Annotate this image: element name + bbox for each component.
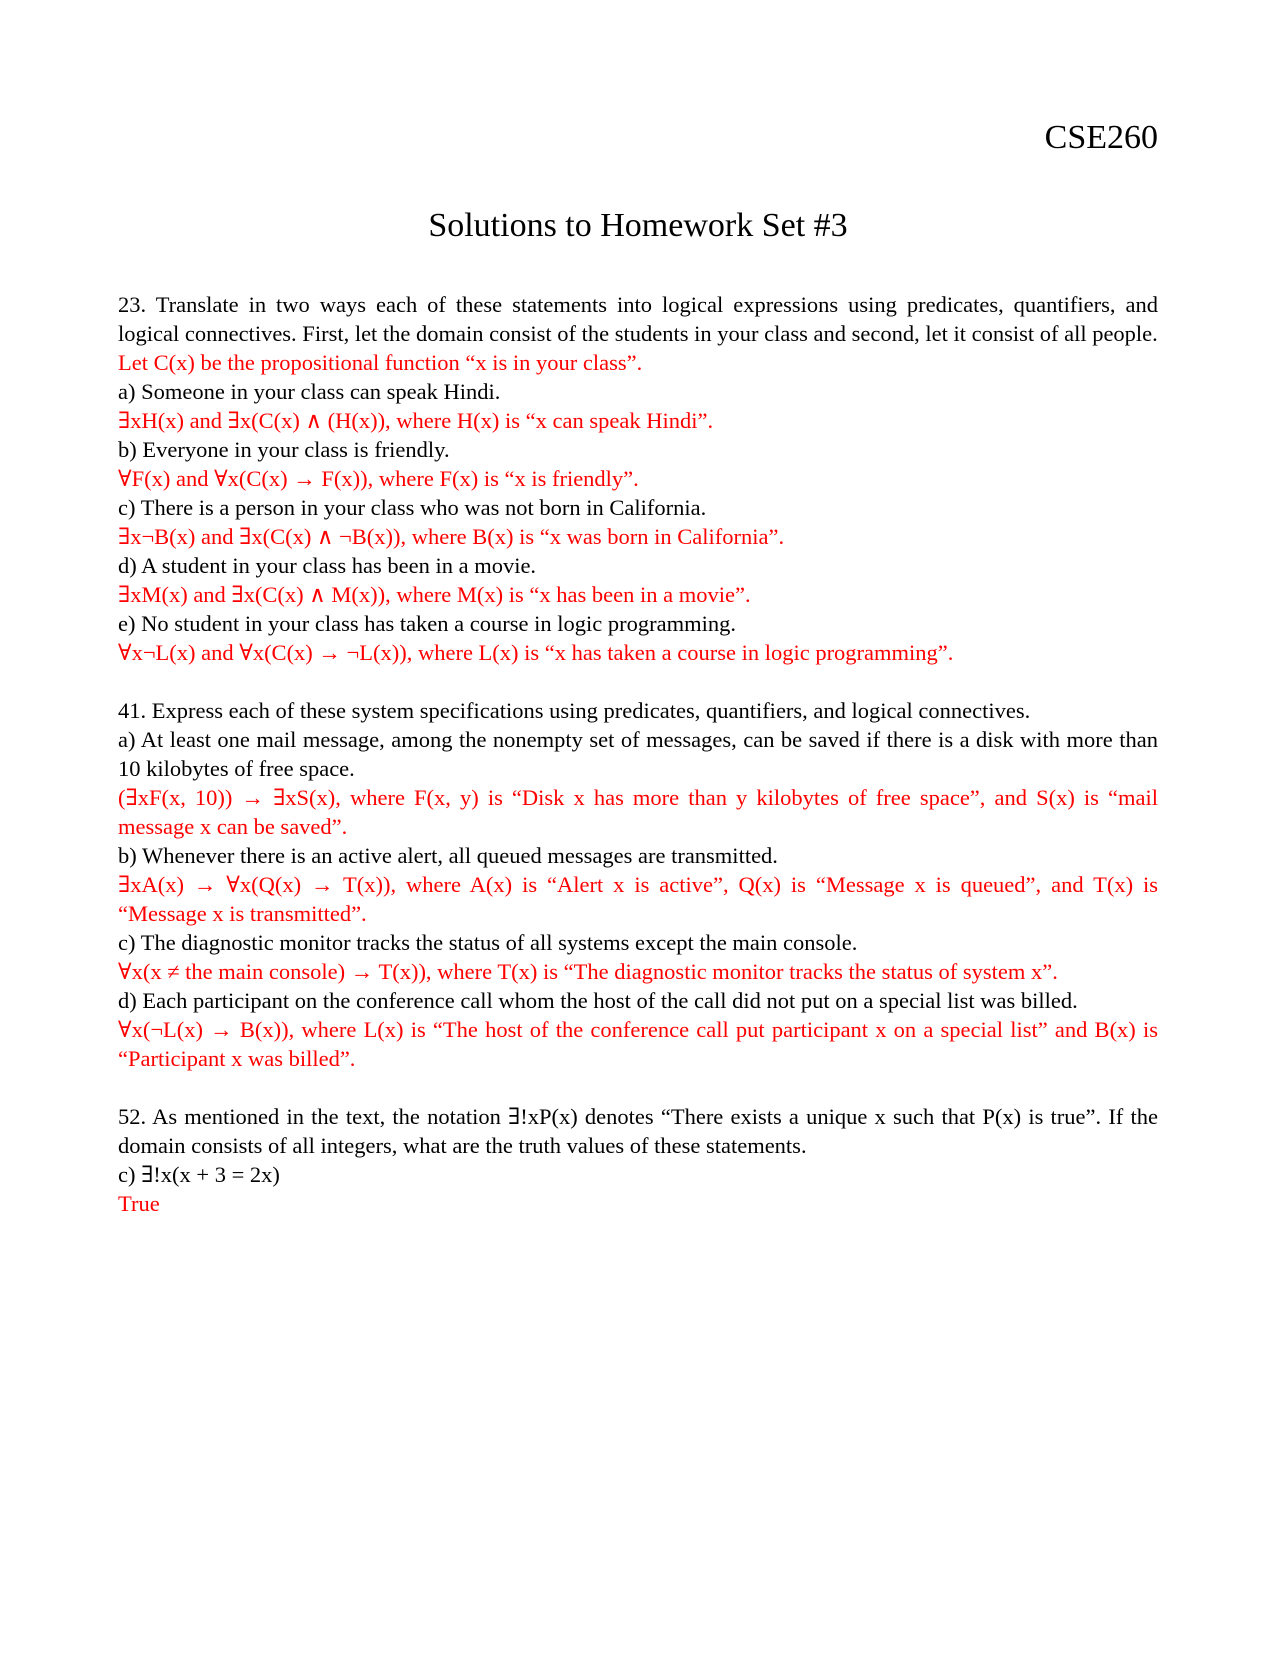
problem-41a-answer: (∃xF(x, 10)) → ∃xS(x), where F(x, y) is “Disk x has more than y kilobytes of free space”, and S(x) is “mail message x can be saved”. bbox=[118, 785, 1158, 839]
problem-23b-question: b) Everyone in your class is friendly. bbox=[118, 437, 450, 462]
problem-23c-question: c) There is a person in your class who was not born in California. bbox=[118, 495, 707, 520]
problem-23c-answer: ∃x¬B(x) and ∃x(C(x) ∧ ¬B(x)), where B(x) is “x was born in California”. bbox=[118, 524, 785, 549]
problem-41 bbox=[118, 696, 1158, 1073]
problem-52c-answer: True bbox=[118, 1191, 160, 1216]
course-code: CSE260 bbox=[1044, 119, 1158, 156]
spacer bbox=[118, 667, 1158, 696]
problem-23a-answer: ∃xH(x) and ∃x(C(x) ∧ (H(x)), where H(x) is “x can speak Hindi”. bbox=[118, 408, 714, 433]
problem-23d-answer: ∃xM(x) and ∃x(C(x) ∧ M(x)), where M(x) is “x has been in a movie”. bbox=[118, 582, 751, 607]
problem-41d-answer: ∀x(¬L(x) → B(x)), where L(x) is “The host of the conference call put participant x on a special list” and B(x) is “Participant x was billed”. bbox=[118, 1017, 1158, 1071]
problem-41b-answer: ∃xA(x) → ∀x(Q(x) → T(x)), where A(x) is “Alert x is active”, Q(x) is “Message x is queued”, and T(x) is “Message x is transmitted”. bbox=[118, 872, 1158, 926]
problem-52 bbox=[118, 1102, 1158, 1218]
spacer bbox=[118, 1073, 1158, 1102]
problem-23-prompt: 23. Translate in two ways each of these statements into logical expressions using predicates, quantifiers, and logical connectives. First, let the domain consist of the students in your class and second, let it consist of all people. bbox=[118, 292, 1158, 346]
problem-23b-answer: ∀F(x) and ∀x(C(x) → F(x)), where F(x) is “x is friendly”. bbox=[118, 466, 639, 491]
problem-41c-question: c) The diagnostic monitor tracks the status of all systems except the main console. bbox=[118, 930, 858, 955]
problem-23a-question: a) Someone in your class can speak Hindi. bbox=[118, 379, 501, 404]
problem-23-note: Let C(x) be the propositional function “x is in your class”. bbox=[118, 350, 643, 375]
problem-41-prompt: 41. Express each of these system specifications using predicates, quantifiers, and logical connectives. bbox=[118, 698, 1031, 723]
problem-41d-question: d) Each participant on the conference call whom the host of the call did not put on a special list was billed. bbox=[118, 988, 1078, 1013]
problem-41a-question: a) At least one mail message, among the nonempty set of messages, can be saved if there is a disk with more than 10 kilobytes of free space. bbox=[118, 727, 1158, 781]
page-title: Solutions to Homework Set #3 bbox=[428, 207, 848, 244]
problem-23e-question: e) No student in your class has taken a course in logic programming. bbox=[118, 611, 736, 636]
problem-23d-question: d) A student in your class has been in a movie. bbox=[118, 553, 537, 578]
problem-41b-question: b) Whenever there is an active alert, all queued messages are transmitted. bbox=[118, 843, 778, 868]
problem-41c-answer: ∀x(x ≠ the main console) → T(x)), where T(x) is “The diagnostic monitor tracks the status of system x”. bbox=[118, 959, 1058, 984]
problem-52-prompt: 52. As mentioned in the text, the notation ∃!xP(x) denotes “There exists a unique x such that P(x) is true”. If the domain consists of all integers, what are the truth values of these statements. bbox=[118, 1104, 1158, 1158]
document-body bbox=[118, 290, 1158, 1218]
problem-52c-question: c) ∃!x(x + 3 = 2x) bbox=[118, 1162, 280, 1187]
problem-23e-answer: ∀x¬L(x) and ∀x(C(x) → ¬L(x)), where L(x) is “x has taken a course in logic programming”. bbox=[118, 640, 954, 665]
problem-23 bbox=[118, 290, 1158, 667]
